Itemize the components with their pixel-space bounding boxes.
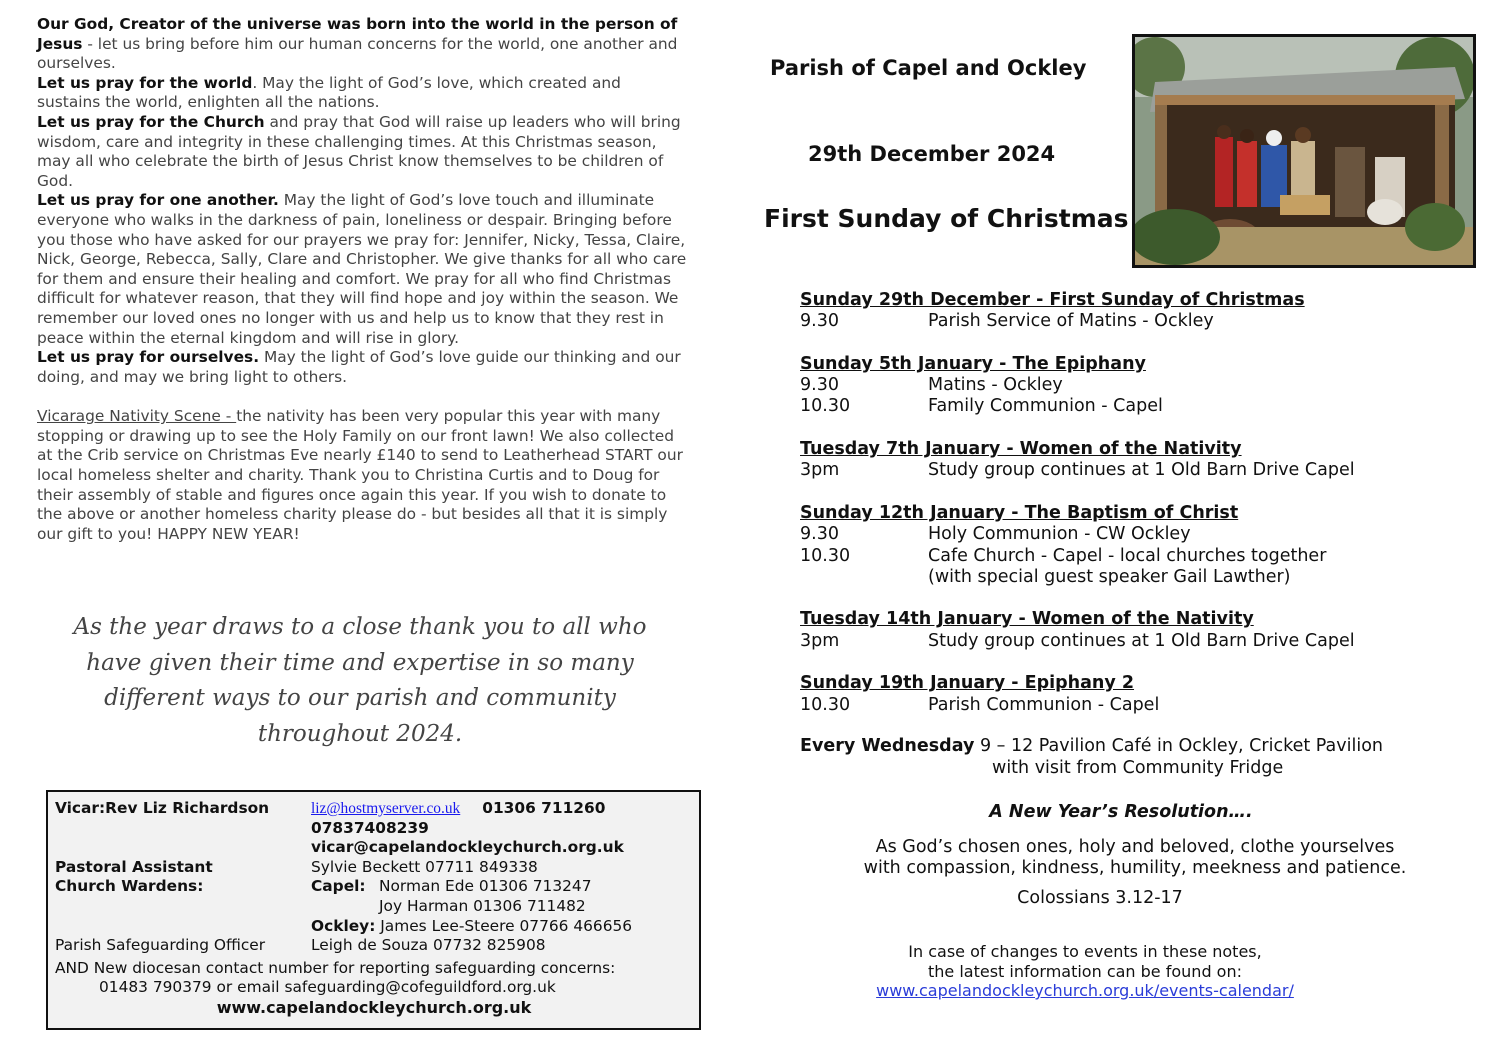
contact-wardens: Church Wardens: Capel: Norman Ede 01306 713247 Joy Harman 01306 711482 Ockley: James Lee-Steere 07766 466656 bbox=[55, 877, 633, 935]
contact-safeguarding: Parish Safeguarding Officer Leigh de Souza 07732 825908 bbox=[55, 936, 546, 955]
service-row bbox=[800, 396, 1450, 417]
service-date: 29th December 2024 bbox=[808, 142, 1056, 166]
service-time bbox=[800, 567, 928, 588]
service-time: 10.30 bbox=[800, 545, 851, 566]
service-description: (with special guest speaker Gail Lawther) bbox=[928, 566, 1291, 587]
service-description: Study group continues at 1 Old Barn Drive Capel bbox=[928, 630, 1355, 651]
nativity-scene-illustration bbox=[1135, 37, 1473, 265]
events-calendar-link[interactable]: www.capelandockleychurch.org.uk/events-calendar/ bbox=[876, 981, 1294, 1000]
service-time: 10.30 bbox=[800, 694, 851, 715]
service-title: Tuesday 7th January - Women of the Nativity bbox=[800, 439, 1242, 460]
resolution-text: As God’s chosen ones, holy and beloved, clothe yourselves with compassion, kindness, humility, meekness and patience. bbox=[863, 837, 1407, 879]
left-column bbox=[37, 15, 687, 544]
service-row bbox=[800, 546, 1450, 567]
prayer-world: Let us pray for the world. May the light of God’s love, which created and sustains the world, enlighten all the nations. bbox=[37, 73, 621, 112]
thank-you-message: As the year draws to a close thank you to all who have given their time and expertise in so many different ways to our parish and community throughout 2024. bbox=[73, 614, 647, 747]
service-description: Parish Service of Matins - Ockley bbox=[928, 311, 1214, 332]
service-title: Sunday 29th December - First Sunday of Christmas bbox=[800, 290, 1305, 310]
contact-box bbox=[46, 790, 701, 1030]
new-year-resolution bbox=[800, 802, 1470, 908]
service-time: 3pm bbox=[800, 460, 840, 481]
nativity-note-text: the nativity has been very popular this year with many stopping or drawing up to see the Holy Family on our front lawn! We also collected at the Crib service on Christmas Eve nearly £140 to send to Leatherhead START our local homeless shelter and charity. Thank you to Christina Curtis and to Doug for their assembly of stable and figures once again this year. If you wish to donate to the above or another homeless charity please do - but besides all that it is simply our gift to you! HAPPY NEW YEAR! bbox=[37, 407, 683, 543]
service-description: Family Communion - Capel bbox=[928, 396, 1163, 417]
service-time: 9.30 bbox=[800, 524, 839, 545]
vicar-email-link[interactable]: liz@hostmyserver.co.uk bbox=[311, 800, 461, 817]
footer-note: In case of changes to events in these notes, the latest information can be found on: www.capelandockleychurch.org.uk/events-calendar/ bbox=[860, 942, 1310, 1001]
service-title: Sunday 5th January - The Epiphany bbox=[800, 353, 1146, 374]
nativity-note bbox=[37, 407, 687, 544]
service-block bbox=[800, 503, 1450, 588]
service-time: 3pm bbox=[800, 630, 840, 651]
service-description: Matins - Ockley bbox=[928, 375, 1063, 396]
service-description: Cafe Church - Capel - local churches together bbox=[928, 545, 1327, 566]
service-block bbox=[800, 673, 1450, 716]
nativity-note-title: Vicarage Nativity Scene - bbox=[37, 407, 237, 426]
service-schedule bbox=[800, 290, 1450, 779]
service-row bbox=[800, 695, 1450, 716]
service-description: Holy Communion - CW Ockley bbox=[928, 524, 1191, 545]
prayer-ourselves: Let us pray for ourselves. May the light of God’s love guide our thinking and our doing, and may we bring light to others. bbox=[37, 348, 681, 386]
prayer-one-another: Let us pray for one another. May the light of God’s love touch and illuminate everyone who walks in the darkness of pain, loneliness or despair. Bringing before you those who have asked for our prayers we pray for: Jennifer, Nicky, Tessa, Claire, Nick, George, Rebecca, Sally, Clare and Christopher. We give thanks for all who care for them and ensure their healing and comfort. We pray for all who find Christmas difficult for whatever reason, that they will find hope and joy within the season. We remember our loved ones no longer with us and help us to know that they rest in peace within the eternal kingdom and will rise in glory. bbox=[37, 191, 687, 347]
service-row bbox=[800, 311, 1450, 332]
service-row bbox=[800, 375, 1450, 396]
sunday-title: First Sunday of Christmas bbox=[764, 204, 1129, 233]
service-block bbox=[800, 439, 1450, 482]
service-row bbox=[800, 631, 1450, 652]
prayers-section bbox=[37, 15, 687, 387]
service-row bbox=[800, 460, 1450, 481]
service-block bbox=[800, 354, 1450, 418]
nativity-scene-photo bbox=[1132, 34, 1476, 268]
service-time: 9.30 bbox=[800, 311, 839, 332]
resolution-title: A New Year’s Resolution…. bbox=[989, 802, 1253, 822]
safeguarding-report: AND New diocesan contact number for reporting safeguarding concerns: 01483 790379 or email safeguarding@cofeguildford.org.uk www.capelandockleychurch.org.uk bbox=[55, 959, 693, 1018]
schedule-list bbox=[800, 290, 1450, 716]
prayer-intro: Our God, Creator of the universe was born into the world in the person of Jesus - let us bring before him our human concerns for the world, one another and ourselves. bbox=[37, 15, 678, 73]
contact-vicar: Vicar:Rev Liz Richardson liz@hostmyserver.co.uk 01306 711260 07837408239 vicar@capelandockleychurch.org.uk bbox=[55, 799, 624, 857]
service-description: Study group continues at 1 Old Barn Drive Capel bbox=[928, 460, 1355, 481]
service-block bbox=[800, 609, 1450, 652]
service-row bbox=[800, 524, 1450, 545]
service-title: Tuesday 14th January - Women of the Nativity bbox=[800, 609, 1254, 630]
service-time: 9.30 bbox=[800, 375, 839, 396]
service-row bbox=[800, 567, 1450, 588]
scripture-reference: Colossians 3.12-17 bbox=[1017, 887, 1183, 908]
service-title: Sunday 12th January - The Baptism of Christ bbox=[800, 502, 1239, 523]
website-text: www.capelandockleychurch.org.uk bbox=[216, 997, 532, 1017]
every-wednesday: Every Wednesday 9 – 12 Pavilion Café in Ockley, Cricket Pavilion with visit from Community Fridge bbox=[800, 736, 1384, 778]
service-title: Sunday 19th January - Epiphany 2 bbox=[800, 673, 1135, 694]
service-description: Parish Communion - Capel bbox=[928, 694, 1160, 715]
prayer-church: Let us pray for the Church and pray that God will raise up leaders who will bring wisdom, care and integrity in these challenging times. At this Christmas season, may all who celebrate the birth of Jesus Christ know themselves to be children of God. bbox=[37, 112, 681, 190]
contact-pastoral: Pastoral Assistant Sylvie Beckett 07711 849338 bbox=[55, 857, 538, 876]
parish-title: Parish of Capel and Ockley bbox=[770, 56, 1087, 80]
service-block bbox=[800, 290, 1450, 333]
service-time: 10.30 bbox=[800, 396, 851, 417]
